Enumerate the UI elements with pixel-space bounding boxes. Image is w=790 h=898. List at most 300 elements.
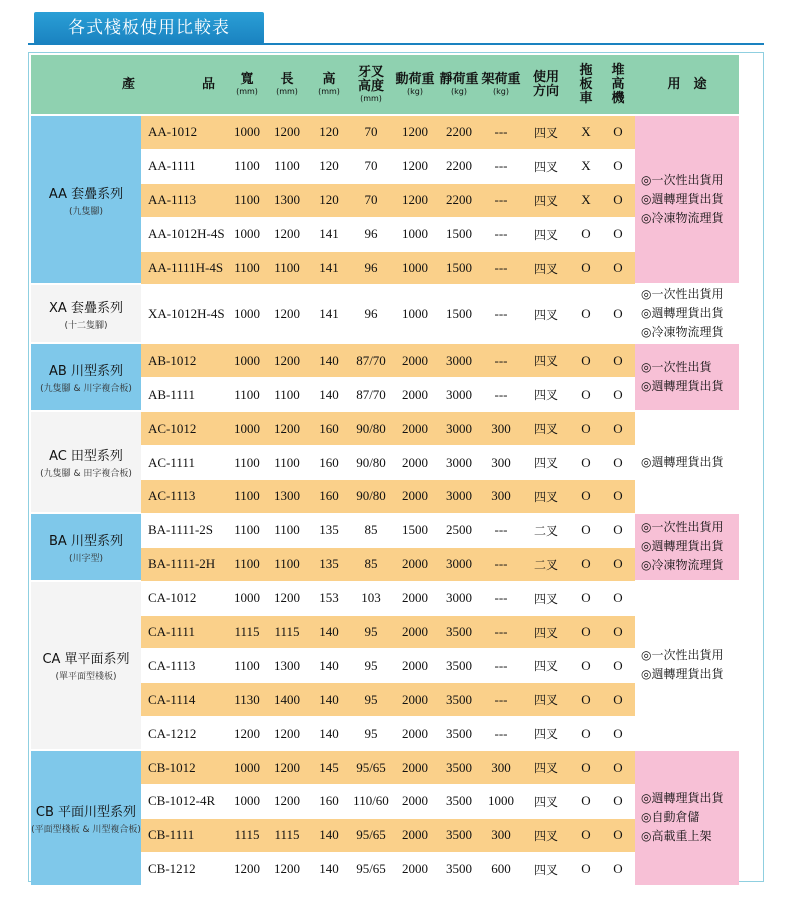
width-cell: 1100 bbox=[229, 480, 265, 514]
width-cell: 1100 bbox=[229, 514, 265, 548]
dynamic-load-cell: 1200 bbox=[393, 116, 437, 150]
height-cell: 140 bbox=[309, 819, 349, 853]
header-label: 牙叉高度 bbox=[357, 64, 384, 94]
header-unit: (mm) bbox=[360, 93, 382, 103]
model-cell: CA-1111 bbox=[141, 616, 229, 650]
height-cell: 160 bbox=[309, 480, 349, 514]
length-cell: 1300 bbox=[265, 184, 309, 218]
static-load-cell: 2200 bbox=[437, 150, 481, 184]
static-load-cell: 3500 bbox=[437, 616, 481, 650]
forklift-cell: O bbox=[601, 649, 635, 683]
series-cell bbox=[31, 285, 141, 344]
pallet-truck-cell: O bbox=[571, 252, 601, 286]
dynamic-load-cell: 2000 bbox=[393, 378, 437, 412]
dynamic-load-cell: 2000 bbox=[393, 649, 437, 683]
pallet-truck-cell: O bbox=[571, 285, 601, 344]
direction-cell: 四叉 bbox=[521, 480, 571, 514]
fork-height-cell: 95 bbox=[349, 717, 393, 751]
fork-height-cell: 85 bbox=[349, 548, 393, 582]
forklift-cell: O bbox=[601, 252, 635, 286]
length-cell: 1200 bbox=[265, 116, 309, 150]
rack-load-cell: --- bbox=[481, 616, 521, 650]
rack-load-cell: --- bbox=[481, 218, 521, 252]
rack-load-cell: --- bbox=[481, 116, 521, 150]
header-static-load bbox=[437, 55, 481, 116]
length-cell: 1300 bbox=[265, 649, 309, 683]
series-cell bbox=[31, 116, 141, 285]
height-cell: 140 bbox=[309, 683, 349, 717]
usage-item: ◎高載重上架 bbox=[641, 829, 712, 844]
rack-load-cell: --- bbox=[481, 150, 521, 184]
dynamic-load-cell: 2000 bbox=[393, 683, 437, 717]
usage-item: ◎冷凍物流理貨 bbox=[641, 211, 724, 226]
height-cell: 141 bbox=[309, 252, 349, 286]
height-cell: 140 bbox=[309, 649, 349, 683]
forklift-cell: O bbox=[601, 819, 635, 853]
dynamic-load-cell: 2000 bbox=[393, 480, 437, 514]
dynamic-load-cell: 2000 bbox=[393, 412, 437, 446]
rack-load-cell: --- bbox=[481, 649, 521, 683]
length-cell: 1200 bbox=[265, 785, 309, 819]
length-cell: 1400 bbox=[265, 683, 309, 717]
width-cell: 1100 bbox=[229, 252, 265, 286]
width-cell: 1000 bbox=[229, 285, 265, 344]
header-row bbox=[31, 55, 739, 116]
model-cell: AA-1111H-4S bbox=[141, 252, 229, 286]
usage-item: ◎週轉理貨出貨 bbox=[641, 379, 724, 394]
series-subtitle: (九隻腳) bbox=[68, 206, 104, 217]
direction-cell: 四叉 bbox=[521, 853, 571, 887]
fork-height-cell: 85 bbox=[349, 514, 393, 548]
length-cell: 1115 bbox=[265, 819, 309, 853]
header-label: 高 bbox=[322, 71, 336, 87]
width-cell: 1100 bbox=[229, 649, 265, 683]
height-cell: 140 bbox=[309, 717, 349, 751]
fork-height-cell: 90/80 bbox=[349, 446, 393, 480]
dynamic-load-cell: 2000 bbox=[393, 819, 437, 853]
direction-cell: 四叉 bbox=[521, 218, 571, 252]
table-row bbox=[31, 582, 739, 616]
pallet-truck-cell: O bbox=[571, 514, 601, 548]
usage-item: ◎週轉理貨出貨 bbox=[641, 192, 724, 207]
rack-load-cell: 300 bbox=[481, 412, 521, 446]
series-name: XA 套疊系列 bbox=[49, 300, 123, 316]
fork-height-cell: 87/70 bbox=[349, 378, 393, 412]
width-cell: 1000 bbox=[229, 344, 265, 378]
direction-cell: 四叉 bbox=[521, 819, 571, 853]
direction-cell: 四叉 bbox=[521, 150, 571, 184]
width-cell: 1000 bbox=[229, 751, 265, 785]
usage-cell bbox=[635, 514, 739, 582]
series-cell bbox=[31, 412, 141, 514]
dynamic-load-cell: 2000 bbox=[393, 344, 437, 378]
series-cell bbox=[31, 582, 141, 751]
model-cell: CB-1012 bbox=[141, 751, 229, 785]
static-load-cell: 2200 bbox=[437, 116, 481, 150]
usage-cell bbox=[635, 412, 739, 514]
series-subtitle: (九隻腳 & 田字複合板) bbox=[40, 469, 132, 480]
header-fork-height bbox=[349, 55, 393, 116]
header-label: 寬 bbox=[240, 71, 254, 87]
direction-cell: 四叉 bbox=[521, 582, 571, 616]
forklift-cell: O bbox=[601, 116, 635, 150]
width-cell: 1115 bbox=[229, 819, 265, 853]
header-label: 產 bbox=[121, 76, 135, 92]
usage-item: ◎一次性出貨用 bbox=[641, 648, 724, 663]
height-cell: 160 bbox=[309, 446, 349, 480]
usage-item: ◎週轉理貨出貨 bbox=[641, 539, 724, 554]
direction-cell: 四叉 bbox=[521, 751, 571, 785]
height-cell: 145 bbox=[309, 751, 349, 785]
table-row bbox=[31, 116, 739, 150]
series-cell bbox=[31, 514, 141, 582]
pallet-truck-cell: O bbox=[571, 548, 601, 582]
usage-cell bbox=[635, 344, 739, 412]
model-cell: CB-1212 bbox=[141, 853, 229, 887]
width-cell: 1000 bbox=[229, 412, 265, 446]
model-cell: AA-1012H-4S bbox=[141, 218, 229, 252]
static-load-cell: 3000 bbox=[437, 480, 481, 514]
model-cell: AB-1111 bbox=[141, 378, 229, 412]
width-cell: 1130 bbox=[229, 683, 265, 717]
header-unit: (kg) bbox=[407, 86, 423, 96]
static-load-cell: 3500 bbox=[437, 683, 481, 717]
length-cell: 1100 bbox=[265, 446, 309, 480]
dynamic-load-cell: 1200 bbox=[393, 184, 437, 218]
forklift-cell: O bbox=[601, 514, 635, 548]
static-load-cell: 3500 bbox=[437, 717, 481, 751]
forklift-cell: O bbox=[601, 853, 635, 887]
height-cell: 160 bbox=[309, 412, 349, 446]
width-cell: 1100 bbox=[229, 378, 265, 412]
length-cell: 1200 bbox=[265, 717, 309, 751]
dynamic-load-cell: 2000 bbox=[393, 853, 437, 887]
header-label: 堆高機 bbox=[611, 62, 625, 106]
header-product-2 bbox=[141, 55, 229, 116]
header-label: 拖板車 bbox=[579, 62, 593, 106]
pallet-truck-cell: O bbox=[571, 683, 601, 717]
pallet-truck-cell: O bbox=[571, 785, 601, 819]
dynamic-load-cell: 1200 bbox=[393, 150, 437, 184]
usage-item: ◎冷凍物流理貨 bbox=[641, 325, 724, 340]
dynamic-load-cell: 1000 bbox=[393, 285, 437, 344]
series-name: CB 平面川型系列 bbox=[35, 804, 137, 820]
model-cell: CB-1012-4R bbox=[141, 785, 229, 819]
usage-item: ◎一次性出貨用 bbox=[641, 520, 724, 535]
pallet-truck-cell: X bbox=[571, 150, 601, 184]
height-cell: 140 bbox=[309, 853, 349, 887]
dynamic-load-cell: 2000 bbox=[393, 446, 437, 480]
series-name: AB 川型系列 bbox=[49, 364, 123, 380]
pallet-truck-cell: X bbox=[571, 184, 601, 218]
forklift-cell: O bbox=[601, 344, 635, 378]
static-load-cell: 3000 bbox=[437, 412, 481, 446]
dynamic-load-cell: 2000 bbox=[393, 582, 437, 616]
direction-cell: 四叉 bbox=[521, 683, 571, 717]
height-cell: 140 bbox=[309, 378, 349, 412]
model-cell: AC-1113 bbox=[141, 480, 229, 514]
model-cell: CA-1114 bbox=[141, 683, 229, 717]
usage-item: ◎週轉理貨出貨 bbox=[641, 667, 724, 682]
usage-item: ◎週轉理貨出貨 bbox=[641, 791, 724, 806]
height-cell: 120 bbox=[309, 116, 349, 150]
model-cell: BA-1111-2H bbox=[141, 548, 229, 582]
dynamic-load-cell: 2000 bbox=[393, 785, 437, 819]
fork-height-cell: 96 bbox=[349, 218, 393, 252]
header-forklift bbox=[601, 55, 635, 116]
fork-height-cell: 70 bbox=[349, 184, 393, 218]
dynamic-load-cell: 2000 bbox=[393, 751, 437, 785]
forklift-cell: O bbox=[601, 751, 635, 785]
rack-load-cell: --- bbox=[481, 285, 521, 344]
fork-height-cell: 103 bbox=[349, 582, 393, 616]
forklift-cell: O bbox=[601, 480, 635, 514]
series-cell bbox=[31, 751, 141, 887]
forklift-cell: O bbox=[601, 785, 635, 819]
header-height bbox=[309, 55, 349, 116]
header-unit: (kg) bbox=[451, 86, 467, 96]
dynamic-load-cell: 1000 bbox=[393, 252, 437, 286]
header-direction bbox=[521, 55, 571, 116]
pallet-truck-cell: O bbox=[571, 446, 601, 480]
static-load-cell: 2500 bbox=[437, 514, 481, 548]
direction-cell: 四叉 bbox=[521, 785, 571, 819]
usage-item: ◎週轉理貨出貨 bbox=[641, 306, 724, 321]
series-name: BA 川型系列 bbox=[49, 533, 123, 549]
width-cell: 1100 bbox=[229, 446, 265, 480]
header-dynamic-load bbox=[393, 55, 437, 116]
direction-cell: 四叉 bbox=[521, 285, 571, 344]
usage-item: ◎一次性出貨用 bbox=[641, 173, 724, 188]
series-subtitle: (單平面型棧板) bbox=[55, 672, 117, 683]
height-cell: 120 bbox=[309, 184, 349, 218]
forklift-cell: O bbox=[601, 548, 635, 582]
length-cell: 1200 bbox=[265, 853, 309, 887]
width-cell: 1200 bbox=[229, 853, 265, 887]
forklift-cell: O bbox=[601, 717, 635, 751]
header-label: 用 途 bbox=[667, 76, 707, 92]
dynamic-load-cell: 1000 bbox=[393, 218, 437, 252]
fork-height-cell: 95 bbox=[349, 649, 393, 683]
rack-load-cell: --- bbox=[481, 378, 521, 412]
direction-cell: 四叉 bbox=[521, 717, 571, 751]
dynamic-load-cell: 2000 bbox=[393, 616, 437, 650]
rack-load-cell: --- bbox=[481, 717, 521, 751]
fork-height-cell: 95/65 bbox=[349, 819, 393, 853]
pallet-truck-cell: O bbox=[571, 582, 601, 616]
header-unit: (mm) bbox=[276, 86, 298, 96]
title-underline bbox=[28, 43, 764, 45]
header-label: 架荷重 bbox=[481, 71, 521, 87]
forklift-cell: O bbox=[601, 683, 635, 717]
width-cell: 1200 bbox=[229, 717, 265, 751]
height-cell: 135 bbox=[309, 548, 349, 582]
pallet-truck-cell: O bbox=[571, 717, 601, 751]
static-load-cell: 1500 bbox=[437, 252, 481, 286]
rack-load-cell: 1000 bbox=[481, 785, 521, 819]
fork-height-cell: 90/80 bbox=[349, 412, 393, 446]
pallet-truck-cell: O bbox=[571, 649, 601, 683]
static-load-cell: 3500 bbox=[437, 785, 481, 819]
width-cell: 1000 bbox=[229, 116, 265, 150]
height-cell: 135 bbox=[309, 514, 349, 548]
forklift-cell: O bbox=[601, 378, 635, 412]
model-cell: AB-1012 bbox=[141, 344, 229, 378]
pallet-truck-cell: O bbox=[571, 344, 601, 378]
static-load-cell: 3000 bbox=[437, 378, 481, 412]
table-row bbox=[31, 285, 739, 344]
pallet-truck-cell: O bbox=[571, 853, 601, 887]
length-cell: 1100 bbox=[265, 252, 309, 286]
usage-item: ◎自動倉儲 bbox=[641, 810, 700, 825]
series-subtitle: (九隻腳 & 川字複合板) bbox=[40, 384, 132, 395]
rack-load-cell: --- bbox=[481, 582, 521, 616]
width-cell: 1115 bbox=[229, 616, 265, 650]
forklift-cell: O bbox=[601, 285, 635, 344]
height-cell: 153 bbox=[309, 582, 349, 616]
static-load-cell: 3500 bbox=[437, 853, 481, 887]
usage-item: ◎冷凍物流理貨 bbox=[641, 558, 724, 573]
width-cell: 1000 bbox=[229, 785, 265, 819]
direction-cell: 二叉 bbox=[521, 548, 571, 582]
rack-load-cell: 300 bbox=[481, 819, 521, 853]
series-name: AA 套疊系列 bbox=[48, 186, 124, 202]
direction-cell: 四叉 bbox=[521, 378, 571, 412]
dynamic-load-cell: 2000 bbox=[393, 548, 437, 582]
height-cell: 120 bbox=[309, 150, 349, 184]
height-cell: 160 bbox=[309, 785, 349, 819]
pallet-truck-cell: O bbox=[571, 378, 601, 412]
static-load-cell: 3000 bbox=[437, 548, 481, 582]
direction-cell: 四叉 bbox=[521, 344, 571, 378]
header-label: 使用方向 bbox=[532, 69, 559, 99]
width-cell: 1100 bbox=[229, 150, 265, 184]
length-cell: 1200 bbox=[265, 218, 309, 252]
static-load-cell: 3500 bbox=[437, 819, 481, 853]
usage-item: ◎一次性出貨用 bbox=[641, 287, 724, 302]
header-unit: (kg) bbox=[493, 86, 509, 96]
header-label: 靜荷重 bbox=[439, 71, 479, 87]
direction-cell: 四叉 bbox=[521, 412, 571, 446]
rack-load-cell: --- bbox=[481, 184, 521, 218]
static-load-cell: 3500 bbox=[437, 751, 481, 785]
header-length bbox=[265, 55, 309, 116]
header-pallet-truck bbox=[571, 55, 601, 116]
series-cell bbox=[31, 344, 141, 412]
model-cell: CA-1012 bbox=[141, 582, 229, 616]
rack-load-cell: 300 bbox=[481, 751, 521, 785]
static-load-cell: 2200 bbox=[437, 184, 481, 218]
length-cell: 1200 bbox=[265, 412, 309, 446]
length-cell: 1115 bbox=[265, 616, 309, 650]
static-load-cell: 3000 bbox=[437, 446, 481, 480]
model-cell: CB-1111 bbox=[141, 819, 229, 853]
length-cell: 1200 bbox=[265, 285, 309, 344]
rack-load-cell: 300 bbox=[481, 480, 521, 514]
direction-cell: 四叉 bbox=[521, 616, 571, 650]
length-cell: 1200 bbox=[265, 751, 309, 785]
fork-height-cell: 95 bbox=[349, 683, 393, 717]
pallet-truck-cell: O bbox=[571, 751, 601, 785]
rack-load-cell: --- bbox=[481, 514, 521, 548]
width-cell: 1100 bbox=[229, 548, 265, 582]
fork-height-cell: 110/60 bbox=[349, 785, 393, 819]
forklift-cell: O bbox=[601, 218, 635, 252]
series-subtitle: (平面型棧板 & 川型複合板) bbox=[31, 824, 141, 835]
model-cell: AA-1012 bbox=[141, 116, 229, 150]
static-load-cell: 3500 bbox=[437, 649, 481, 683]
rack-load-cell: --- bbox=[481, 683, 521, 717]
usage-item: ◎週轉理貨出貨 bbox=[641, 454, 724, 469]
model-cell: AC-1012 bbox=[141, 412, 229, 446]
table-row bbox=[31, 751, 739, 785]
fork-height-cell: 70 bbox=[349, 150, 393, 184]
table-row bbox=[31, 412, 739, 446]
length-cell: 1100 bbox=[265, 514, 309, 548]
static-load-cell: 1500 bbox=[437, 218, 481, 252]
rack-load-cell: --- bbox=[481, 252, 521, 286]
header-unit: (mm) bbox=[318, 86, 340, 96]
static-load-cell: 1500 bbox=[437, 285, 481, 344]
table-row bbox=[31, 514, 739, 548]
usage-cell bbox=[635, 285, 739, 344]
width-cell: 1000 bbox=[229, 582, 265, 616]
usage-cell bbox=[635, 582, 739, 751]
model-cell: BA-1111-2S bbox=[141, 514, 229, 548]
fork-height-cell: 95/65 bbox=[349, 853, 393, 887]
fork-height-cell: 87/70 bbox=[349, 344, 393, 378]
header-label: 長 bbox=[280, 71, 294, 87]
usage-cell bbox=[635, 116, 739, 285]
header-unit: (mm) bbox=[236, 86, 258, 96]
dynamic-load-cell: 1500 bbox=[393, 514, 437, 548]
length-cell: 1200 bbox=[265, 344, 309, 378]
model-cell: AC-1111 bbox=[141, 446, 229, 480]
model-cell: AA-1113 bbox=[141, 184, 229, 218]
model-cell: AA-1111 bbox=[141, 150, 229, 184]
fork-height-cell: 95/65 bbox=[349, 751, 393, 785]
page-title: 各式棧板使用比較表 bbox=[34, 12, 264, 44]
direction-cell: 四叉 bbox=[521, 184, 571, 218]
length-cell: 1100 bbox=[265, 150, 309, 184]
direction-cell: 二叉 bbox=[521, 514, 571, 548]
pallet-truck-cell: O bbox=[571, 218, 601, 252]
fork-height-cell: 96 bbox=[349, 252, 393, 286]
length-cell: 1300 bbox=[265, 480, 309, 514]
pallet-truck-cell: O bbox=[571, 412, 601, 446]
forklift-cell: O bbox=[601, 150, 635, 184]
series-subtitle: (十二隻腳) bbox=[64, 320, 108, 331]
model-cell: CA-1113 bbox=[141, 649, 229, 683]
header-label: 動荷重 bbox=[395, 71, 435, 87]
rack-load-cell: --- bbox=[481, 548, 521, 582]
series-name: CA 單平面系列 bbox=[42, 652, 130, 668]
length-cell: 1100 bbox=[265, 548, 309, 582]
rack-load-cell: 300 bbox=[481, 446, 521, 480]
pallet-truck-cell: O bbox=[571, 819, 601, 853]
model-cell: XA-1012H-4S bbox=[141, 285, 229, 344]
table-row bbox=[31, 344, 739, 378]
header-width bbox=[229, 55, 265, 116]
rack-load-cell: 600 bbox=[481, 853, 521, 887]
header-product bbox=[31, 55, 141, 116]
fork-height-cell: 95 bbox=[349, 616, 393, 650]
static-load-cell: 3000 bbox=[437, 582, 481, 616]
fork-height-cell: 96 bbox=[349, 285, 393, 344]
model-cell: CA-1212 bbox=[141, 717, 229, 751]
forklift-cell: O bbox=[601, 412, 635, 446]
header-rack-load bbox=[481, 55, 521, 116]
